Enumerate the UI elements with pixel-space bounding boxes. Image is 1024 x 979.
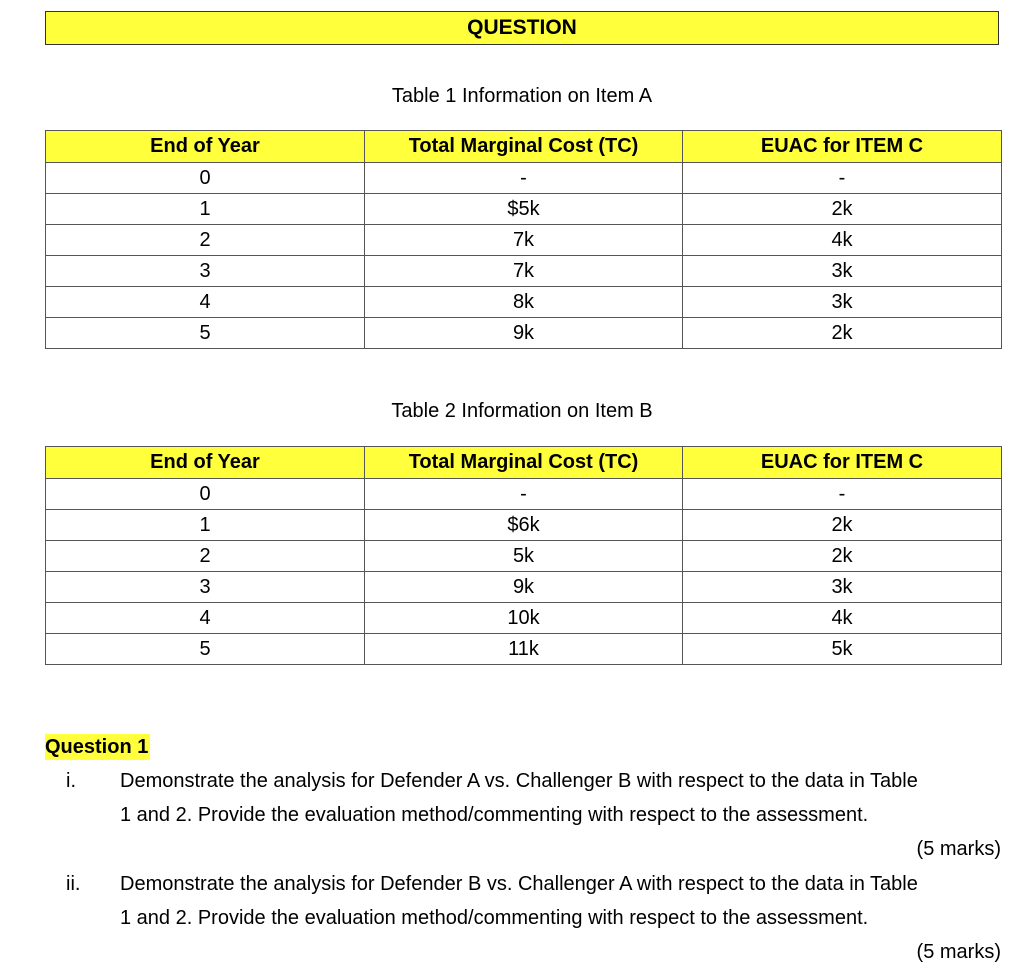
table1-header-row bbox=[46, 131, 1002, 163]
cell-tc: 8k bbox=[365, 287, 683, 318]
question-text bbox=[120, 764, 1005, 832]
page-title: QUESTION bbox=[467, 16, 577, 39]
table-row bbox=[46, 634, 1002, 665]
cell-euac: 4k bbox=[683, 603, 1002, 634]
table-row bbox=[46, 318, 1002, 349]
cell-tc: $5k bbox=[365, 194, 683, 225]
column-header-euac: EUAC for ITEM C bbox=[683, 447, 1002, 479]
cell-year: 3 bbox=[46, 572, 365, 603]
question-text-line: Demonstrate the analysis for Defender A vs. Challenger B with respect to the data in Table bbox=[120, 770, 918, 792]
cell-tc: 9k bbox=[365, 318, 683, 349]
table-row bbox=[46, 225, 1002, 256]
cell-tc: - bbox=[365, 163, 683, 194]
cell-year: 4 bbox=[46, 603, 365, 634]
cell-year: 2 bbox=[46, 225, 365, 256]
question-text bbox=[120, 867, 1005, 935]
cell-year: 0 bbox=[46, 479, 365, 510]
cell-euac: - bbox=[683, 479, 1002, 510]
question-marks: (5 marks) bbox=[916, 941, 1001, 963]
table-row bbox=[46, 479, 1002, 510]
table-row bbox=[46, 603, 1002, 634]
cell-euac: 4k bbox=[683, 225, 1002, 256]
table-row bbox=[46, 287, 1002, 318]
table2 bbox=[45, 446, 1002, 665]
cell-euac: 2k bbox=[683, 510, 1002, 541]
cell-tc: 9k bbox=[365, 572, 683, 603]
table-row bbox=[46, 163, 1002, 194]
cell-tc: 5k bbox=[365, 541, 683, 572]
table2-header-row bbox=[46, 447, 1002, 479]
cell-euac: 2k bbox=[683, 194, 1002, 225]
question-heading: Question 1 bbox=[45, 736, 149, 758]
column-header-end-of-year: End of Year bbox=[46, 447, 365, 479]
question-text-line: Demonstrate the analysis for Defender B vs. Challenger A with respect to the data in Table bbox=[120, 873, 918, 895]
question-banner bbox=[45, 11, 999, 45]
question-text-line: 1 and 2. Provide the evaluation method/commenting with respect to the assessment. bbox=[120, 907, 869, 929]
question-text-line: 1 and 2. Provide the evaluation method/commenting with respect to the assessment. bbox=[120, 804, 869, 826]
cell-tc: 7k bbox=[365, 225, 683, 256]
cell-euac: 5k bbox=[683, 634, 1002, 665]
table-row bbox=[46, 194, 1002, 225]
cell-euac: 2k bbox=[683, 318, 1002, 349]
cell-year: 5 bbox=[46, 634, 365, 665]
cell-year: 0 bbox=[46, 163, 365, 194]
column-header-end-of-year: End of Year bbox=[46, 131, 365, 163]
table-row bbox=[46, 572, 1002, 603]
cell-euac: 2k bbox=[683, 541, 1002, 572]
column-header-total-marginal-cost: Total Marginal Cost (TC) bbox=[365, 447, 683, 479]
question-number: ii. bbox=[66, 873, 81, 895]
table1-caption: Table 1 Information on Item A bbox=[391, 85, 653, 107]
cell-tc: $6k bbox=[365, 510, 683, 541]
column-header-euac: EUAC for ITEM C bbox=[683, 131, 1002, 163]
cell-tc: 11k bbox=[365, 634, 683, 665]
table-row bbox=[46, 510, 1002, 541]
column-header-total-marginal-cost: Total Marginal Cost (TC) bbox=[365, 131, 683, 163]
table1 bbox=[45, 130, 1002, 349]
cell-year: 5 bbox=[46, 318, 365, 349]
question-marks: (5 marks) bbox=[916, 838, 1001, 860]
cell-year: 4 bbox=[46, 287, 365, 318]
cell-euac: - bbox=[683, 163, 1002, 194]
cell-year: 1 bbox=[46, 194, 365, 225]
cell-year: 1 bbox=[46, 510, 365, 541]
table-row bbox=[46, 541, 1002, 572]
cell-year: 3 bbox=[46, 256, 365, 287]
table2-caption: Table 2 Information on Item B bbox=[391, 400, 653, 422]
question-number: i. bbox=[66, 770, 76, 792]
cell-euac: 3k bbox=[683, 256, 1002, 287]
cell-tc: - bbox=[365, 479, 683, 510]
cell-tc: 10k bbox=[365, 603, 683, 634]
cell-year: 2 bbox=[46, 541, 365, 572]
cell-tc: 7k bbox=[365, 256, 683, 287]
table-row bbox=[46, 256, 1002, 287]
cell-euac: 3k bbox=[683, 287, 1002, 318]
cell-euac: 3k bbox=[683, 572, 1002, 603]
